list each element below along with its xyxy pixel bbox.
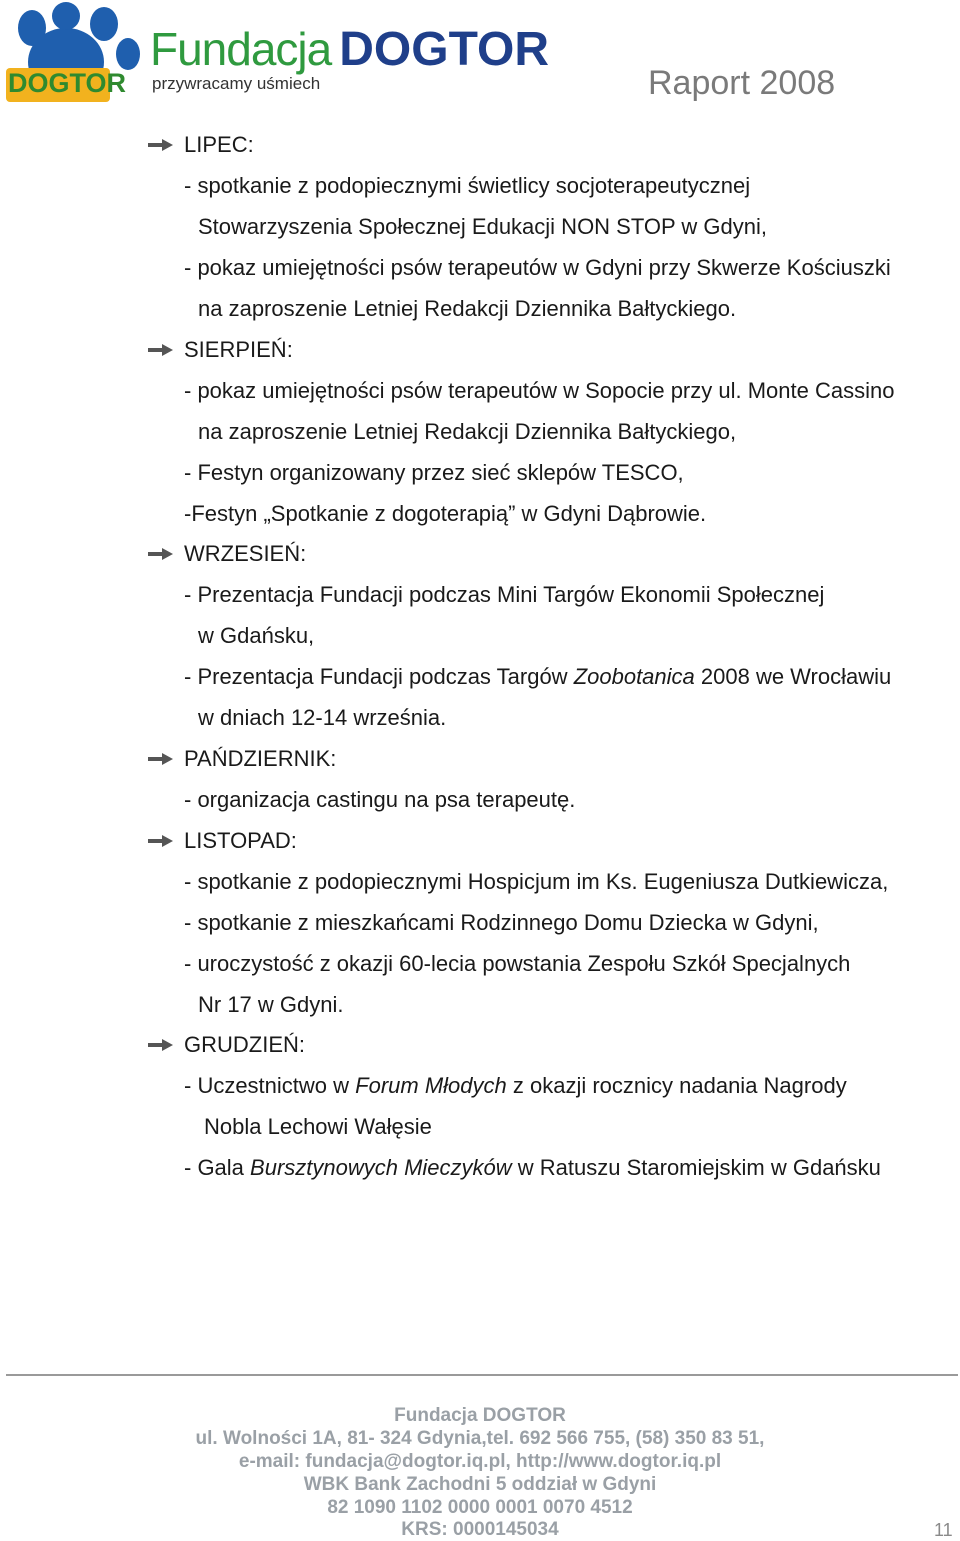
list-item: - pokaz umiejętności psów terapeutów w Gdyni przy Skwerze Kościuszki	[184, 255, 891, 280]
list-item: - pokaz umiejętności psów terapeutów w Sopocie przy ul. Monte Cassino	[184, 378, 895, 403]
list-item: na zaproszenie Letniej Redakcji Dziennika Bałtyckiego.	[198, 296, 737, 321]
arrow-bullet-icon	[148, 834, 174, 848]
month-heading: LIPEC:	[184, 132, 254, 157]
list-item: - Prezentacja Fundacji podczas Mini Targów Ekonomii Społecznej	[184, 582, 825, 607]
footer-krs: KRS: 0000145034	[401, 1519, 559, 1540]
page-number: 11	[934, 1520, 953, 1540]
list-item: Stowarzyszenia Społecznej Edukacji NON STOP w Gdyni,	[198, 214, 767, 239]
footer-bank: WBK Bank Zachodni 5 oddział w Gdyni	[303, 1474, 657, 1495]
list-item: - organizacja castingu na psa terapeutę.	[184, 787, 576, 812]
month-heading: LISTOPAD:	[184, 828, 297, 853]
footer-address: ul. Wolności 1A, 81- 324 Gdynia,tel. 692 566 755, (58) 350 83 51,	[195, 1428, 765, 1449]
list-item: - Festyn organizowany przez sieć sklepów TESCO,	[184, 460, 684, 485]
list-item: w Gdańsku,	[198, 623, 315, 648]
list-item: - spotkanie z podopiecznymi świetlicy socjoterapeutycznej	[184, 173, 751, 198]
list-item: - uroczystość z okazji 60-lecia powstania Zespołu Szkół Specjalnych	[184, 951, 851, 976]
list-item: w dniach 12-14 września.	[198, 705, 447, 730]
month-heading: PAŃDZIERNIK:	[184, 746, 337, 771]
list-item: - spotkanie z mieszkańcami Rodzinnego Domu Dziecka w Gdyni,	[184, 910, 819, 935]
arrow-bullet-icon	[148, 752, 174, 766]
list-item: Nobla Lechowi Wałęsie	[204, 1114, 432, 1139]
brand-tagline: przywracamy uśmiech	[152, 74, 321, 93]
arrow-bullet-icon	[148, 547, 174, 561]
footer-account: 82 1090 1102 0000 0001 0070 4512	[327, 1497, 633, 1518]
page-header	[0, 0, 960, 120]
list-item: - Gala Bursztynowych Mieczyków w Ratuszu Staromiejskim w Gdańsku	[184, 1155, 881, 1180]
month-heading: WRZESIEŃ:	[184, 541, 307, 566]
report-title: Raport 2008	[648, 64, 836, 102]
footer-contact: e-mail: fundacja@dogtor.iq.pl, http://www.dogtor.iq.pl	[238, 1451, 722, 1472]
arrow-bullet-icon	[148, 138, 174, 152]
month-heading: GRUDZIEŃ:	[184, 1032, 305, 1057]
list-item: - spotkanie z podopiecznymi Hospicjum im Ks. Eugeniusza Dutkiewicza,	[184, 869, 889, 894]
list-item: - Prezentacja Fundacji podczas Targów Zoobotanica 2008 we Wrocławiu	[184, 664, 892, 689]
arrow-bullet-icon	[148, 1038, 174, 1052]
logo-badge: DOGTOR	[8, 68, 127, 98]
brand-name: Fundacja DOGTOR	[150, 23, 550, 76]
footer-divider	[6, 1374, 958, 1376]
list-item: Nr 17 w Gdyni.	[198, 992, 344, 1017]
arrow-bullet-icon	[148, 343, 174, 357]
list-item: -Festyn „Spotkanie z dogoterapią” w Gdyni Dąbrowie.	[184, 501, 707, 526]
footer-org: Fundacja DOGTOR	[394, 1405, 566, 1426]
list-item: na zaproszenie Letniej Redakcji Dziennika Bałtyckiego,	[198, 419, 737, 444]
month-heading: SIERPIEŃ:	[184, 337, 293, 362]
list-item: - Uczestnictwo w Forum Młodych z okazji rocznicy nadania Nagrody	[184, 1073, 847, 1098]
